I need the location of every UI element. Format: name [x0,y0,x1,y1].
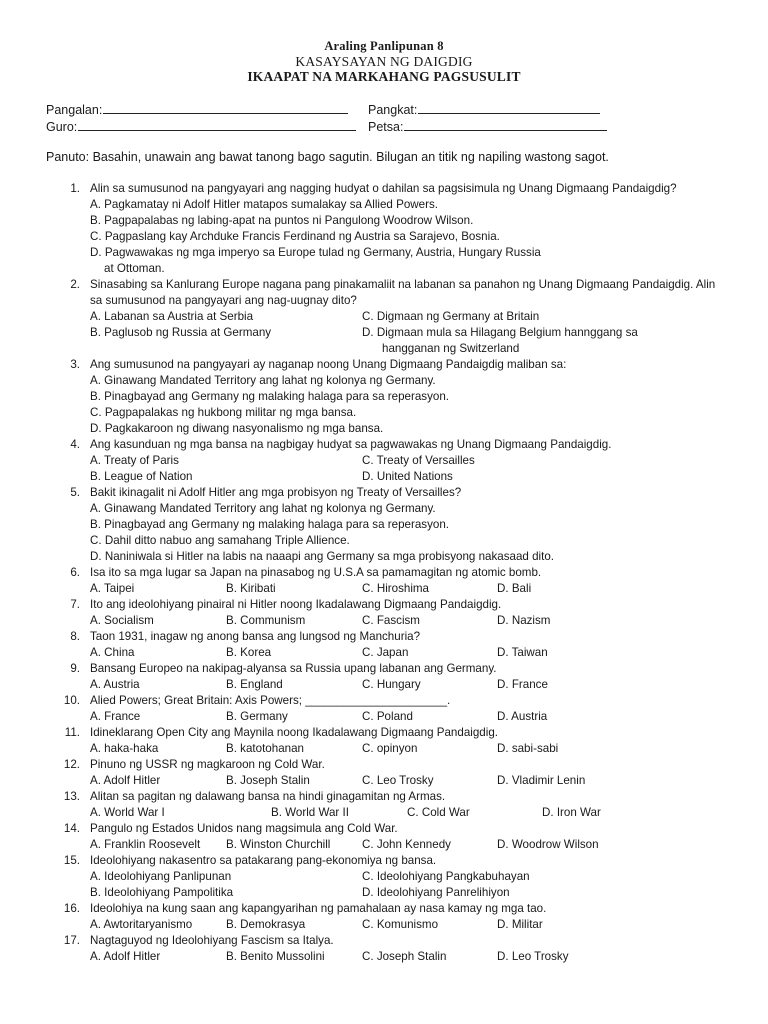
answer-choice[interactable]: B. England [226,678,283,691]
answer-choice[interactable]: B. League of Nation [90,470,193,483]
question-text: Taon 1931, inagaw ng anong bansa ang lungsod ng Manchuria? [90,630,421,643]
question-number: 11. [64,726,80,739]
question-item [0,901,768,933]
choice-row [0,549,768,565]
answer-choice[interactable]: A. Ideolohiyang Panlipunan [90,870,232,883]
question-list [0,181,768,965]
answer-choice[interactable]: C. opinyon [362,742,418,755]
answer-choice[interactable]: C. Hiroshima [362,582,429,595]
question-number: 15. [63,854,80,867]
answer-choice[interactable]: B. Joseph Stalin [226,774,310,787]
choice-row [0,805,768,821]
pangkat-blank[interactable] [418,101,600,114]
guro-blank[interactable] [78,118,356,131]
question-item [0,597,768,629]
petsa-field [368,118,607,135]
question-number: 12. [63,758,80,771]
choice-row [0,613,768,629]
petsa-blank[interactable] [404,118,607,131]
question-item [0,437,768,485]
question-text: Ideolohiyang nakasentro sa patakarang pang-ekonomiya ng bansa. [90,854,437,867]
choice-row [0,709,768,725]
choice-row [0,229,768,245]
question-number: 17. [63,934,80,947]
choice-row [0,501,768,517]
exam-header [0,39,768,84]
question-text: Pangulo ng Estados Unidos nang magsimula ang Cold War. [90,822,398,835]
answer-choice[interactable]: B. World War II [271,806,349,819]
answer-choice[interactable]: D. Pagkakaroon ng diwang nasyonalismo ng mga bansa. [90,422,384,435]
question-item [0,821,768,853]
choice-row [0,533,768,549]
answer-choice[interactable]: D. Pagwawakas ng mga imperyo sa Europe tulad ng Germany, Austria, Hungary Russia [90,246,541,259]
choice-row [0,453,768,469]
choice-row [0,389,768,405]
question-item [0,485,768,565]
answer-choice[interactable]: A. Austria [90,678,140,691]
answer-choice[interactable]: B. katotohanan [226,742,304,755]
choice-row [0,325,768,341]
answer-choice[interactable]: A. Treaty of Paris [90,454,179,467]
choice-row [0,837,768,853]
question-number: 4. [70,438,80,451]
choice-row [0,245,768,261]
question-text: Idineklarang Open City ang Maynila noong Ikadalawang Digmaang Pandaigdig. [90,726,498,739]
answer-choice[interactable]: A. China [90,646,135,659]
question-item [0,181,768,277]
answer-choice[interactable]: B. Korea [226,646,272,659]
choice-row [0,949,768,965]
choice-row [0,421,768,437]
question-text: Ito ang ideolohiyang pinairal ni Hitler noong Ikadalawang Digmaang Pandaigdig. [90,598,502,611]
answer-choice[interactable]: D. Digmaan mula sa Hilagang Belgium hannggang sa [362,326,638,339]
choice-row [0,869,768,885]
answer-choice[interactable]: C. Japan [362,646,409,659]
question-item [0,693,768,725]
question-text: Ang kasunduan ng mga bansa na nagbigay hudyat sa pagwawakas ng Unang Digmaang Pandaigdig. [90,438,612,451]
question-number: 9. [70,662,80,675]
answer-choice[interactable]: D. Nazism [497,614,551,627]
question-item [0,789,768,821]
answer-choice[interactable]: D. Bali [497,582,532,595]
choice-row [0,645,768,661]
pangalan-label: Pangalan: [46,103,103,117]
answer-choice[interactable]: A. Ginawang Mandated Territory ang lahat ng kolonya ng Germany. [90,374,436,387]
question-number: 1. [70,182,80,195]
choice-row [0,773,768,789]
answer-choice[interactable]: C. Fascism [362,614,420,627]
answer-choice[interactable]: B. Pinagbayad ang Germany ng malaking halaga para sa reperasyon. [90,518,449,531]
answer-choice[interactable]: B. Demokrasya [226,918,306,931]
answer-choice[interactable]: B. Winston Churchill [226,838,331,851]
question-text: Isa ito sa mga lugar sa Japan na pinasabog ng U.S.A sa pamamagitan ng atomic bomb. [90,566,542,579]
choice-row [0,405,768,421]
question-text: Ang sumusunod na pangyayari ay naganap noong Unang Digmaang Pandaigdig maliban sa: [90,358,567,371]
question-number: 14. [63,822,80,835]
question-text: Sinasabing sa Kanlurang Europe nagana pang pinakamaliit na labanan sa panahon ng Unang Digmaang Pandaigdig. Alin sa sumusunod na pangyayari ang nag-uugnay dito? [90,278,716,307]
question-text: Pinuno ng USSR ng magkaroon ng Cold War. [90,758,325,771]
question-text: Alied Powers; Great Britain: Axis Powers; ______________________. [90,694,451,707]
choice-row [0,917,768,933]
exam-title: IKAAPAT NA MARKAHANG PAGSUSULIT [247,69,521,84]
choice-row [0,517,768,533]
answer-choice[interactable]: B. Kiribati [226,582,276,595]
question-item [0,725,768,757]
guro-label: Guro: [46,120,78,134]
answer-choice[interactable]: A. Pagkamatay ni Adolf Hitler matapos sumalakay sa Allied Powers. [90,198,438,211]
pangalan-blank[interactable] [103,101,348,114]
question-item [0,629,768,661]
choice-row [0,741,768,757]
question-number: 10. [63,694,80,707]
answer-choice[interactable]: D. Taiwan [497,646,548,659]
question-number: 13. [63,790,80,803]
question-text: Bakit ikinagalit ni Adolf Hitler ang mga probisyon ng Treaty of Versailles? [90,486,462,499]
answer-choice[interactable]: D. Ideolohiyang Panrelihiyon [362,886,510,899]
question-item [0,757,768,789]
answer-choice[interactable]: C. Digmaan ng Germany at Britain [362,310,540,323]
answer-choice[interactable]: B. Germany [226,710,288,723]
question-text: Bansang Europeo na nakipag-alyansa sa Russia upang labanan ang Germany. [90,662,497,675]
guro-field [46,118,356,135]
question-number: 8. [70,630,80,643]
answer-choice[interactable]: C. Pagpaslang kay Archduke Francis Ferdinand ng Austria sa Sarajevo, Bosnia. [90,230,500,243]
answer-choice[interactable]: B. Ideolohiyang Pampolitika [90,886,234,899]
choice-row [0,677,768,693]
answer-choice[interactable]: D. Vladimir Lenin [497,774,586,787]
question-number: 16. [63,902,80,915]
answer-choice[interactable]: C. Cold War [407,806,470,819]
answer-choice[interactable]: A. Socialism [90,614,154,627]
answer-choice[interactable]: C. Joseph Stalin [362,950,447,963]
choice-row [0,373,768,389]
choice-row [0,885,768,901]
choice-row [0,261,768,277]
answer-choice[interactable]: D. France [497,678,548,691]
answer-choice[interactable]: A. Taipei [90,582,135,595]
answer-choice[interactable]: C. Hungary [362,678,421,691]
course-title: KASAYSAYAN NG DAIGDIG [295,54,473,69]
answer-choice[interactable]: D. Naniniwala si Hitler na labis na naaapi ang Germany sa mga probisyong nakasaad dito. [90,550,555,563]
question-number: 7. [70,598,80,611]
question-item [0,853,768,901]
answer-choice[interactable]: B. Communism [226,614,306,627]
choice-continuation: hangganan ng Switzerland [382,342,520,355]
question-item [0,933,768,965]
answer-choice[interactable]: D. Leo Trosky [497,950,569,963]
answer-choice[interactable]: D. Woodrow Wilson [497,838,599,851]
choice-continuation: at Ottoman. [104,262,165,275]
answer-choice[interactable]: B. Pagpapalabas ng labing-apat na puntos ni Pangulong Woodrow Wilson. [90,214,474,227]
question-text: Nagtaguyod ng Ideolohiyang Fascism sa Italya. [90,934,334,947]
answer-choice[interactable]: A. France [90,710,141,723]
choice-row [0,341,768,357]
answer-choice[interactable]: C. Pagpapalakas ng hukbong militar ng mga bansa. [90,406,357,419]
answer-choice[interactable]: B. Pinagbayad ang Germany ng malaking halaga para sa reperasyon. [90,390,449,403]
answer-choice[interactable]: C. Treaty of Versailles [362,454,475,467]
answer-choice[interactable]: D. United Nations [362,470,453,483]
choice-row [0,197,768,213]
answer-choice[interactable]: C. Poland [362,710,413,723]
answer-choice[interactable]: A. Franklin Roosevelt [90,838,201,851]
answer-choice[interactable]: B. Benito Mussolini [226,950,325,963]
answer-choice[interactable]: C. Leo Trosky [362,774,434,787]
choice-row [0,581,768,597]
question-item [0,565,768,597]
pangalan-field [46,101,348,118]
answer-choice[interactable]: C. Ideolohiyang Pangkabuhayan [362,870,530,883]
question-item [0,661,768,693]
question-number: 3. [70,358,80,371]
answer-choice[interactable]: D. Austria [497,710,548,723]
question-number: 2. [70,278,80,291]
answer-choice[interactable]: B. Paglusob ng Russia at Germany [90,326,272,339]
pangkat-label: Pangkat: [368,103,418,117]
choice-row [0,309,768,325]
answer-choice[interactable]: A. Awtoritaryanismo [90,918,193,931]
answer-choice[interactable]: A. haka-haka [90,742,159,755]
subject-title: Araling Panlipunan 8 [324,39,444,53]
pangkat-field [368,101,600,118]
answer-choice[interactable]: C. Dahil ditto nabuo ang samahang Triple Allience. [90,534,350,547]
question-text: Alin sa sumusunod na pangyayari ang nagging hudyat o dahilan sa pagsisimula ng Unang Digmaang Pandaigdig? [90,182,677,195]
question-item [0,277,768,357]
question-text: Alitan sa pagitan ng dalawang bansa na hindi ginagamitan ng Armas. [90,790,446,803]
answer-choice[interactable]: A. Labanan sa Austria at Serbia [90,310,254,323]
answer-choice[interactable]: D. Militar [497,918,543,931]
question-item [0,357,768,437]
answer-choice[interactable]: A. Ginawang Mandated Territory ang lahat ng kolonya ng Germany. [90,502,436,515]
answer-choice[interactable]: D. sabi-sabi [497,742,559,755]
answer-choice[interactable]: D. Iron War [542,806,601,819]
petsa-label: Petsa: [368,120,404,134]
directions: Panuto: Basahin, unawain ang bawat tanong bago sagutin. Bilugan an titik ng napiling wastong sagot. [46,150,609,164]
answer-choice[interactable]: A. World War I [90,806,165,819]
choice-row [0,213,768,229]
question-number: 6. [70,566,80,579]
answer-choice[interactable]: C. John Kennedy [362,838,451,851]
choice-row [0,469,768,485]
question-text: Ideolohiya na kung saan ang kapangyarihan ng pamahalaan ay nasa kamay ng mga tao. [90,902,547,915]
answer-choice[interactable]: C. Komunismo [362,918,439,931]
answer-choice[interactable]: A. Adolf Hitler [90,774,161,787]
question-number: 5. [70,486,80,499]
answer-choice[interactable]: A. Adolf Hitler [90,950,161,963]
